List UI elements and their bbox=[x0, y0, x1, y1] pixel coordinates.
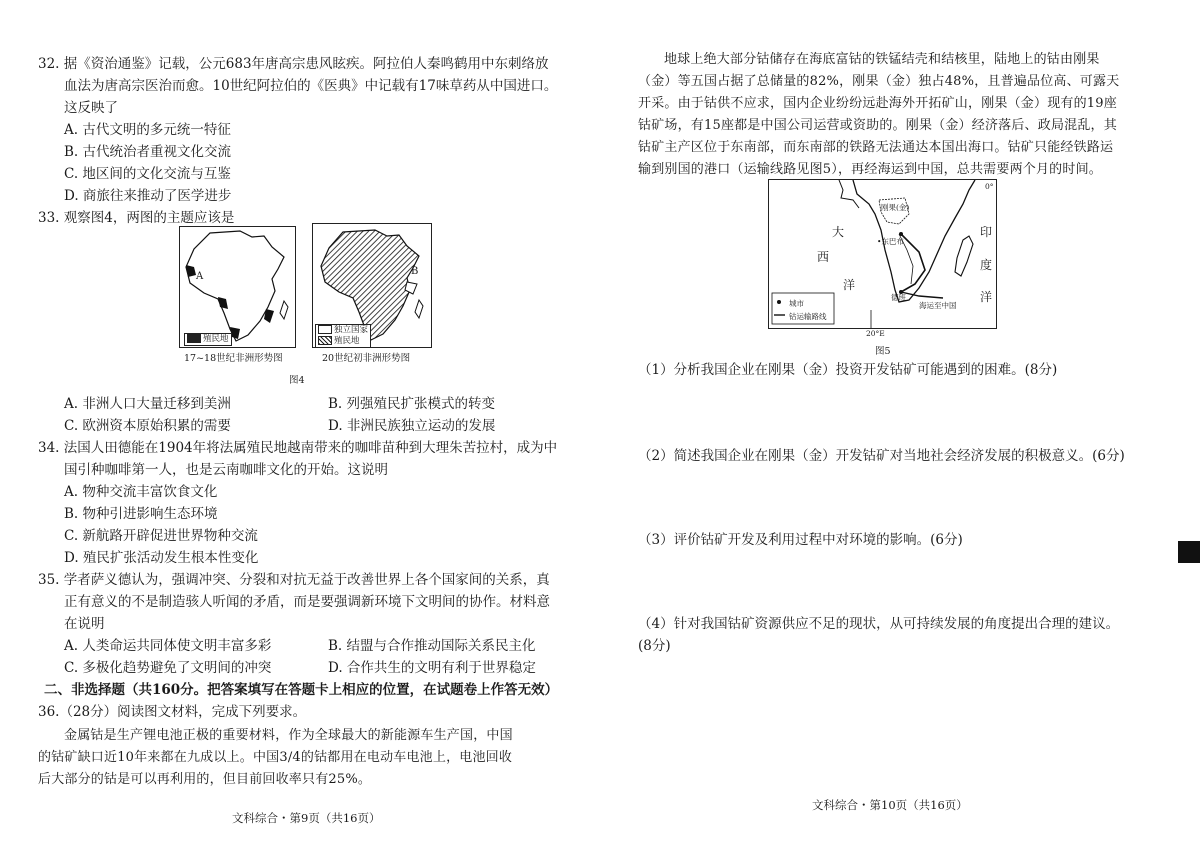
map1-mark-a: A bbox=[196, 271, 204, 282]
atlantic-label-1: 大 bbox=[832, 225, 845, 239]
q35-option-a: A. 人类命运共同体使文明丰富多彩 bbox=[64, 638, 272, 654]
atlantic-label-2: 西 bbox=[817, 250, 830, 264]
q34-option-d: D. 殖民扩张活动发生根本性变化 bbox=[64, 550, 259, 566]
q32-stem-1: 32. 据《资治通鉴》记载，公元683年唐高宗患风眩疾。阿拉伯人秦鸣鹤用中东刺络放 bbox=[38, 56, 549, 72]
equator-label: 0° bbox=[985, 182, 994, 191]
right-page-footer: 文科综合・第10页（共16页） bbox=[812, 798, 968, 812]
longitude-label: 20°E bbox=[866, 329, 885, 338]
q32-option-d: D. 商旅往来推动了医学进步 bbox=[64, 188, 232, 204]
q35-option-d: D. 合作共生的文明有利于世界稳定 bbox=[328, 660, 536, 676]
figure-4-label: 图4 bbox=[289, 375, 305, 386]
q36-stem: 36.（28分）阅读图文材料，完成下列要求。 bbox=[38, 704, 307, 720]
q36-para-2: 的钴矿缺口近10年来都在九成以上。中国3/4的钴都用在电动车电池上，电池回收 bbox=[38, 750, 513, 765]
page-edge-tab bbox=[1178, 541, 1200, 563]
right-page bbox=[600, 0, 1200, 849]
map2-legend-independent: 独立国家 bbox=[334, 325, 369, 335]
atlantic-label-3: 洋 bbox=[843, 278, 856, 292]
material-para-3: 开采。由于钴供不应求，国内企业纷纷远赴海外开拓矿山，刚果（金）现有的19座 bbox=[638, 96, 1117, 111]
map2-caption: 20世纪初非洲形势图 bbox=[322, 353, 411, 364]
q32-stem-3: 这反映了 bbox=[64, 100, 118, 116]
map2-legend bbox=[315, 324, 371, 348]
q36-para-1: 金属钴是生产锂电池正极的重要材料，作为全球最大的新能源车生产国，中国 bbox=[64, 728, 513, 743]
sea-route-label: 海运至中国 bbox=[919, 301, 957, 310]
material-para-1: 地球上绝大部分钴储存在海底富钴的铁锰结壳和结核里，陆地上的钴由刚果 bbox=[664, 52, 1100, 67]
colony-hatch-swatch bbox=[318, 336, 332, 345]
africa-outline-1 bbox=[180, 227, 295, 347]
q32-option-b: B. 古代统治者重视文化交流 bbox=[64, 144, 232, 160]
durban-label: 德班 bbox=[891, 293, 906, 302]
q36-sub-4: （4）针对我国钴矿资源供应不足的现状，从可持续发展的角度提出合理的建议。 bbox=[638, 616, 1120, 632]
q35-option-b: B. 结盟与合作推动国际关系民主化 bbox=[328, 638, 536, 654]
q35-stem-3: 在说明 bbox=[64, 616, 105, 632]
legend-rail: 钴运输路线 bbox=[789, 312, 827, 321]
congo-label: 刚果(金) bbox=[881, 203, 910, 212]
q34-stem-2: 国引种咖啡第一人，也是云南咖啡文化的开始。这说明 bbox=[64, 462, 388, 478]
q35-stem-1: 35. 学者萨义德认为，强调冲突、分裂和对抗无益于改善世界上各个国家间的关系，真 bbox=[38, 572, 550, 588]
q35-option-c: C. 多极化趋势避免了文明间的冲突 bbox=[64, 660, 272, 676]
legend-city: 城市 bbox=[789, 299, 804, 308]
q33-option-b: B. 列强殖民扩张模式的转变 bbox=[328, 396, 496, 412]
q33-stem: 33. 观察图4，两图的主题应该是 bbox=[38, 210, 235, 226]
kolwezi-label: •东巴布 bbox=[877, 237, 904, 246]
q35-stem-2: 正有意义的不是制造骇人听闻的矛盾，而是要强调新环境下文明间的协作。材料意 bbox=[64, 594, 550, 610]
map1-caption: 17~18世纪非洲形势图 bbox=[184, 353, 283, 364]
material-para-2: （金）等五国占据了总储量的82%，刚果（金）独占48%，且普遍品位高、可露天 bbox=[638, 74, 1120, 89]
africa-map-20c bbox=[312, 223, 432, 348]
map1-legend-colony: 殖民地 bbox=[203, 334, 229, 344]
indian-label-1: 印 bbox=[980, 225, 993, 239]
q34-stem-1: 34. 法国人田德能在1904年将法属殖民地越南带来的咖啡苗种到大理朱苦拉村，成为中 bbox=[38, 440, 558, 456]
left-page-footer: 文科综合・第9页（共16页） bbox=[232, 811, 381, 825]
q36-sub-2: （2）简述我国企业在刚果（金）开发钴矿对当地社会经济发展的积极意义。(6分) bbox=[638, 448, 1125, 464]
material-para-4: 钴矿场，有15座都是中国公司运营或资助的。刚果（金）经济落后、政局混乱，其 bbox=[638, 118, 1117, 133]
q36-sub-4-score: (8分) bbox=[638, 638, 671, 654]
q32-option-c: C. 地区间的文化交流与互鉴 bbox=[64, 166, 231, 182]
q32-stem-2: 血法为唐高宗医治而愈。10世纪阿拉伯的《医典》中记载有17味草药从中国进口。 bbox=[64, 78, 558, 94]
q33-option-c: C. 欧洲资本原始积累的需要 bbox=[64, 418, 231, 434]
indian-label-3: 洋 bbox=[980, 290, 993, 304]
material-para-6: 输到别国的港口（运输线路见图5），再经海运到中国，总共需要两个月的时间。 bbox=[638, 162, 1102, 177]
q36-sub-1: （1）分析我国企业在刚果（金）投资开发钴矿可能遇到的困难。(8分) bbox=[638, 362, 1058, 378]
material-para-5: 钴矿主产区位于东南部，而东南部的铁路无法通达本国出海口。钴矿只能经铁路运 bbox=[638, 140, 1114, 155]
q34-option-a: A. 物种交流丰富饮食文化 bbox=[64, 484, 218, 500]
figure-5-label: 图5 bbox=[875, 346, 891, 357]
cobalt-transport-map bbox=[768, 179, 997, 329]
map2-legend-colony: 殖民地 bbox=[334, 336, 360, 346]
q36-para-3: 后大部分的钴是可以再利用的，但目前回收率只有25%。 bbox=[38, 772, 372, 787]
section-2-heading: 二、非选择题（共160分。把答案填写在答题卡上相应的位置，在试题卷上作答无效） bbox=[44, 682, 559, 698]
map1-legend bbox=[184, 333, 232, 346]
q36-sub-3: （3）评价钴矿开发及利用过程中对环境的影响。(6分) bbox=[638, 532, 963, 548]
q33-option-d: D. 非洲民族独立运动的发展 bbox=[328, 418, 496, 434]
q34-option-c: C. 新航路开辟促进世界物种交流 bbox=[64, 528, 258, 544]
q34-option-b: B. 物种引进影响生态环境 bbox=[64, 506, 218, 522]
map2-mark-b: B bbox=[411, 266, 419, 277]
indian-label-2: 度 bbox=[980, 258, 993, 272]
q32-option-a: A. 古代文明的多元统一特征 bbox=[64, 122, 231, 138]
independent-swatch bbox=[318, 325, 332, 334]
colony-swatch bbox=[187, 334, 201, 343]
africa-map-17-18c bbox=[179, 226, 296, 348]
q33-option-a: A. 非洲人口大量迁移到美洲 bbox=[64, 396, 231, 412]
